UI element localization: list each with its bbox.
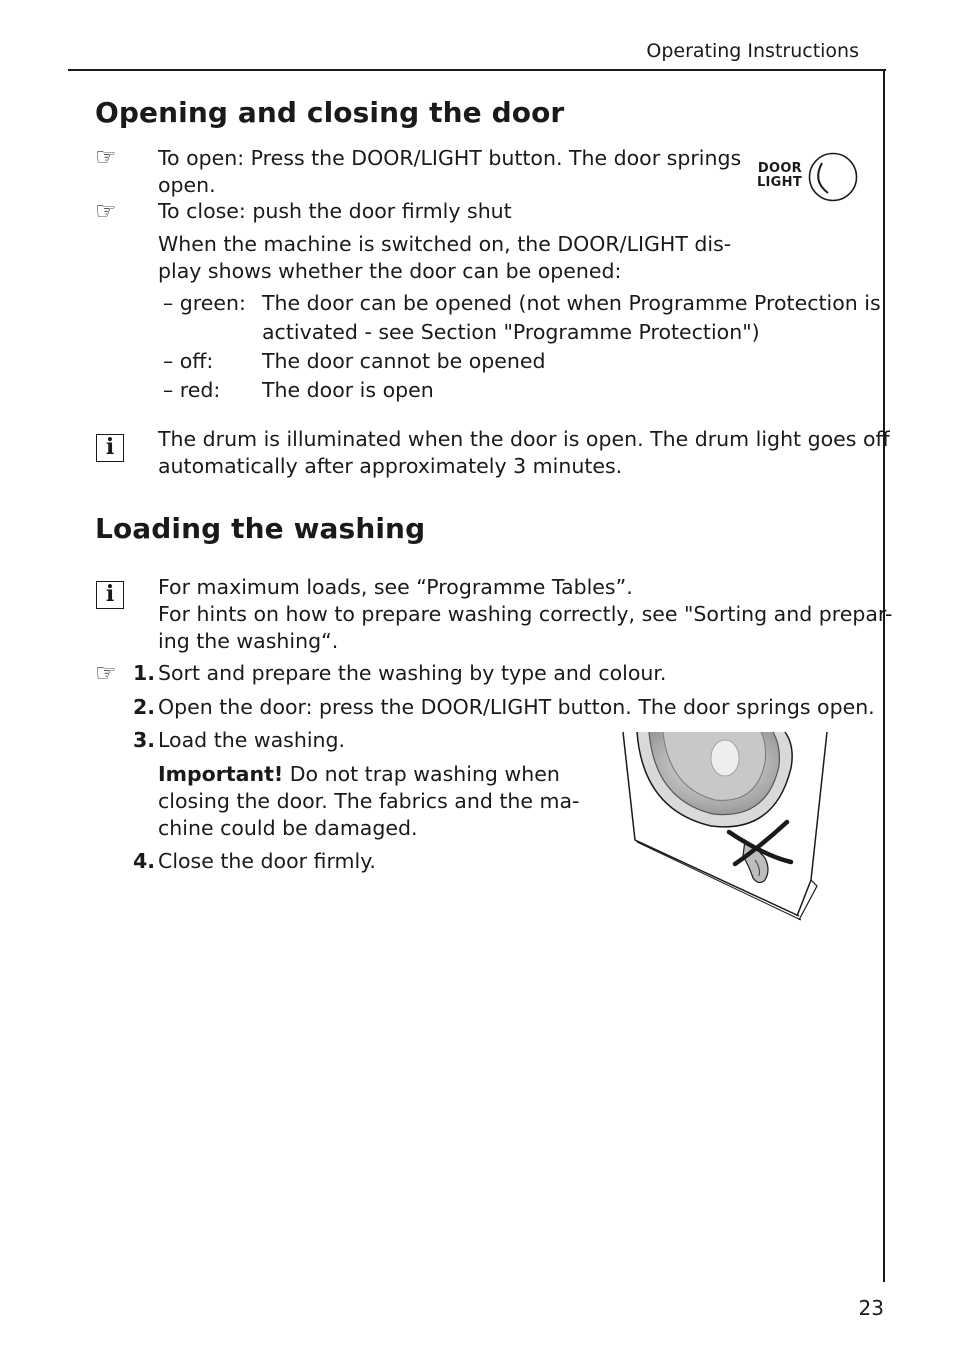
state-text-off: The door cannot be opened (262, 349, 546, 373)
step-text: Load the washing. (158, 728, 346, 752)
header-rule (68, 69, 886, 71)
drum-light-info-line2: automatically after approximately 3 minutes. (158, 454, 623, 478)
important-note-line2: closing the door. The fabrics and the ma- (158, 789, 580, 813)
pointing-hand-icon: ☞ (95, 143, 117, 171)
important-note-line1: Important! Do not trap washing when (158, 762, 560, 786)
trapped-washing-illustration (615, 728, 835, 924)
loading-info-line1: For maximum loads, see “Programme Tables”. (158, 575, 633, 599)
state-label-red: – red: (163, 378, 221, 402)
state-text-red: The door is open (262, 378, 434, 402)
step-text: Open the door: press the DOOR/LIGHT button. The door springs open. (158, 695, 875, 719)
state-text-green-line2: activated - see Section "Programme Protection") (262, 320, 760, 344)
door-button-icon (806, 151, 860, 203)
loading-info-line2: For hints on how to prepare washing correctly, see "Sorting and prepar- (158, 602, 893, 626)
pointing-hand-icon: ☞ (95, 197, 117, 225)
open-instruction-line1: To open: Press the DOOR/LIGHT button. The door springs (158, 146, 742, 170)
open-instruction-line2: open. (158, 173, 216, 197)
loading-info-line3: ing the washing“. (158, 629, 339, 653)
step-number: 2. (133, 695, 156, 719)
step-number: 1. (133, 661, 156, 685)
step-text: Sort and prepare the washing by type and colour. (158, 661, 667, 685)
state-label-green: – green: (163, 291, 246, 315)
important-note-line3: chine could be damaged. (158, 816, 418, 840)
pointing-hand-icon: ☞ (95, 659, 117, 687)
display-text-line1: When the machine is switched on, the DOOR/LIGHT dis- (158, 232, 732, 256)
info-icon: i (96, 581, 124, 609)
close-instruction: To close: push the door firmly shut (158, 199, 512, 223)
display-text-line2: play shows whether the door can be opened: (158, 259, 622, 283)
running-head: Operating Instructions (646, 40, 859, 62)
door-button-label: DOOR LIGHT (756, 161, 802, 190)
page-number: 23 (858, 1296, 884, 1320)
drum-light-info-line1: The drum is illuminated when the door is open. The drum light goes off (158, 427, 890, 451)
info-icon: i (96, 434, 124, 462)
state-label-off: – off: (163, 349, 214, 373)
step-text: Close the door firmly. (158, 849, 376, 873)
section-title-door: Opening and closing the door (95, 96, 565, 129)
side-rule (883, 69, 885, 1282)
step-number: 4. (133, 849, 156, 873)
section-title-loading: Loading the washing (95, 512, 426, 545)
state-text-green-line1: The door can be opened (not when Programme Protection is (262, 291, 881, 315)
step-number: 3. (133, 728, 156, 752)
